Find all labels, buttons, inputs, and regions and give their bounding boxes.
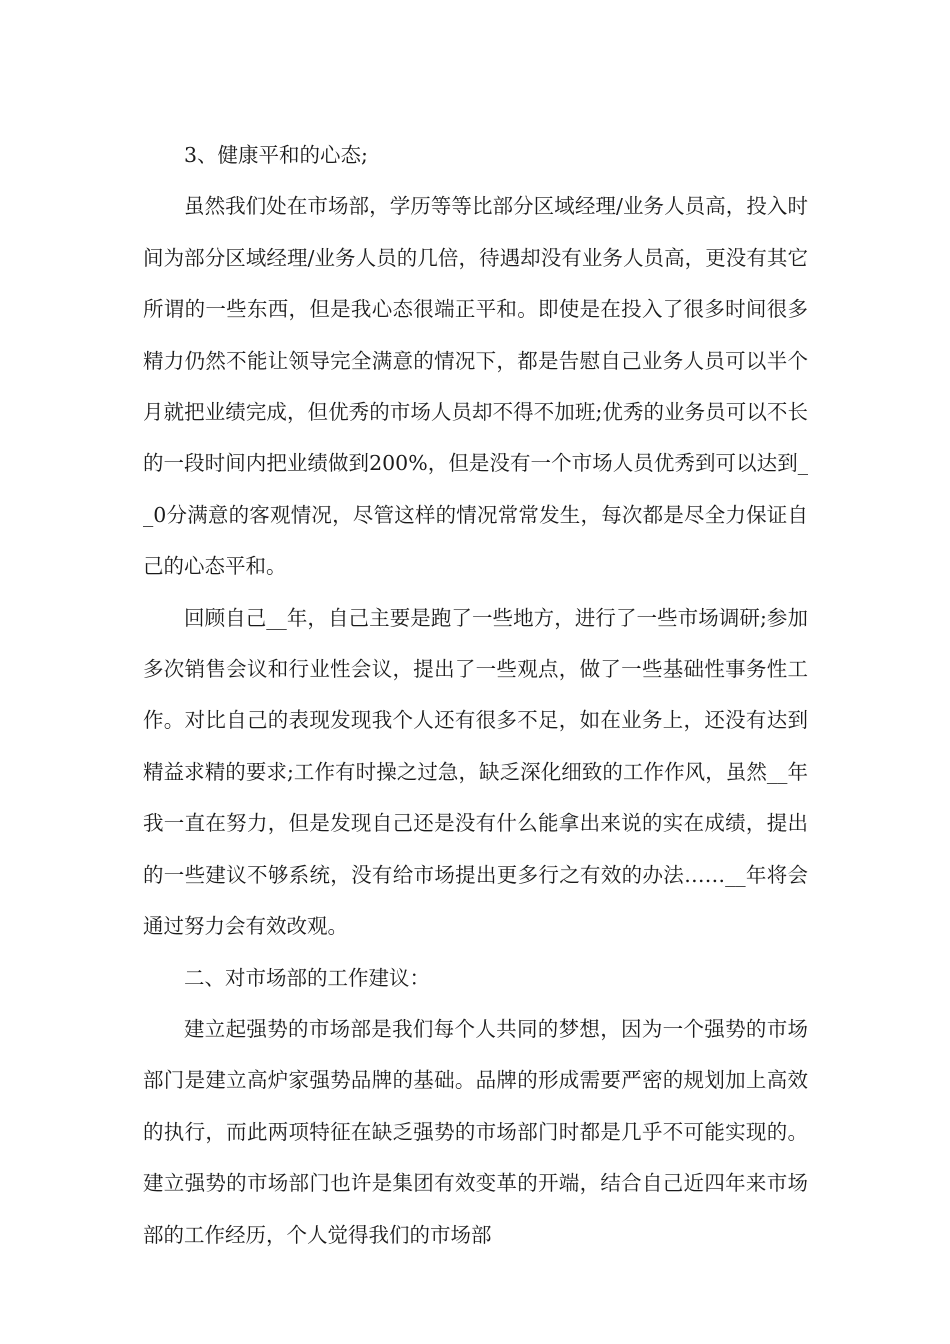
document-body: [143, 130, 808, 1261]
paragraph-suggestions: 建立起强势的市场部是我们每个人共同的梦想，因为一个强势的市场部门是建立高炉家强势品牌的基础。品牌的形成需要严密的规划加上高效的执行，而此两项特征在缺乏强势的市场部门时都是几乎不可能实现的。建立强势的市场部门也许是集团有效变革的开端，结合自己近四年来市场部的工作经历，个人觉得我们的市场部: [143, 1016, 808, 1247]
paragraph-mindset-heading: 3、健康平和的心态;: [184, 143, 368, 167]
section-heading-suggestions: 二、对市场部的工作建议：: [184, 965, 430, 990]
paragraph-review: 回顾自己__年，自己主要是跑了一些地方，进行了一些市场调研;参加多次销售会议和行业性会议，提出了一些观点，做了一些基础性事务性工作。对比自己的表现发现我个人还有很多不足，如在业务上，还没有达到精益求精的要求;工作有时操之过急，缺乏深化细致的工作作风，虽然__年我一直在努力，但是发现自己还是没有什么能拿出来说的实在成绩，提出的一些建议不够系统，没有给市场提出更多行之有效的办法……__年将会通过努力会有效改观。: [143, 605, 808, 939]
paragraph-mindset-body: 虽然我们处在市场部，学历等等比部分区域经理/业务人员高，投入时间为部分区域经理/业务人员的几倍，待遇却没有业务人员高，更没有其它所谓的一些东西，但是我心态很端正平和。即使是在投入了很多时间很多精力仍然不能让领导完全满意的情况下，都是告慰自己业务人员可以半个月就把业绩完成，但优秀的市场人员却不得不加班;优秀的业务员可以不长的一段时间内把业绩做到200%，但是没有一个市场人员优秀到可以达到__0分满意的客观情况，尽管这样的情况常常发生，每次都是尽全力保证自己的心态平和。: [143, 194, 808, 579]
